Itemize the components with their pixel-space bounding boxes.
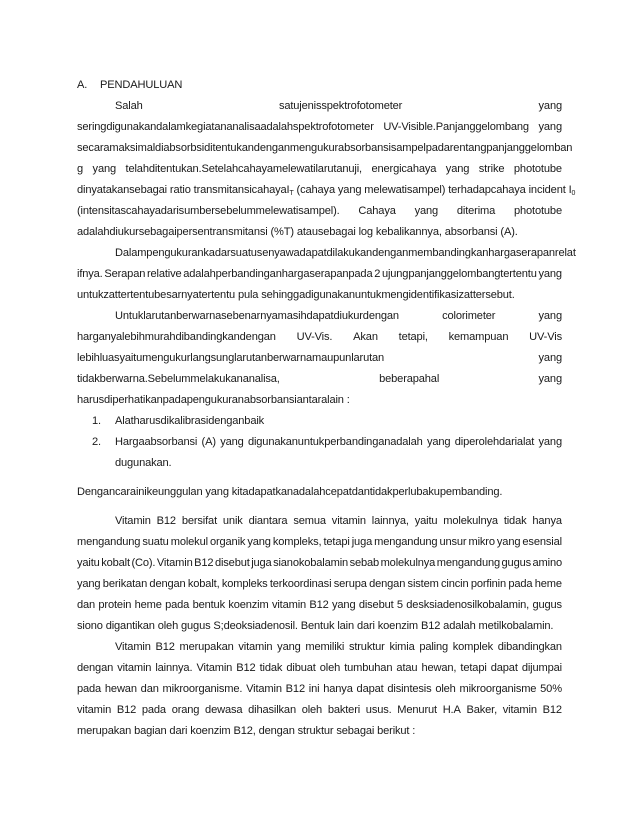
word: yang: [332, 599, 356, 611]
text-line: [77, 596, 562, 615]
word: komplek: [452, 641, 494, 653]
word: semua: [293, 515, 326, 527]
word: mikroorganisme.: [162, 683, 243, 695]
text-line: Dalampengukurankadarsuatusenyawadapatdilakukandenganmembandingkanhargaserapanrelat: [115, 247, 576, 259]
word: oleh: [319, 662, 341, 674]
word: Cahaya: [358, 205, 396, 217]
word: dewasa: [205, 704, 243, 716]
word: usus.: [365, 704, 392, 716]
word: dengan: [149, 578, 186, 590]
word: lainnya,: [371, 515, 409, 527]
word: vitamin: [331, 515, 366, 527]
word: desksiadenosilkobalamin,: [406, 599, 530, 611]
word: heme: [134, 599, 162, 611]
word: dan: [140, 683, 159, 695]
word: dan: [77, 599, 96, 611]
word: juga: [251, 557, 272, 569]
list-item: Alatharusdikalibrasidenganbaik: [115, 415, 265, 427]
word: diantara: [248, 515, 288, 527]
word: dibuat: [286, 662, 316, 674]
word: Vitamin: [246, 683, 282, 695]
word: hanya: [323, 683, 353, 695]
text-line: [115, 97, 562, 116]
text-line: [77, 118, 562, 137]
word: molekulnya: [380, 557, 436, 569]
word: molekulnya: [443, 515, 498, 527]
word: Vitamin: [196, 662, 233, 674]
word: ifnya.: [77, 268, 103, 280]
word: serupa: [333, 578, 367, 590]
word: colorimeter: [442, 310, 496, 322]
word: 2: [374, 268, 381, 280]
word: hewan,: [421, 662, 457, 674]
word: ujungpanjanggelombangtertentu: [381, 268, 537, 280]
word: seringdigunakandalamkegiatananalisaadalahspektrofotometer: [77, 121, 374, 133]
word: hewan: [104, 683, 137, 695]
word: kimia: [389, 641, 415, 653]
word: yang: [538, 310, 562, 322]
word: amino: [532, 557, 562, 569]
text-line: [115, 512, 562, 531]
word: B12: [194, 557, 214, 569]
word: ini: [308, 683, 320, 695]
word: yaitu: [77, 557, 100, 569]
word: sistem: [407, 578, 439, 590]
text-line: [77, 181, 576, 200]
word: B12: [542, 704, 562, 716]
word: paling: [419, 641, 449, 653]
text-line: [77, 680, 562, 699]
word: telahditentukan.Setelahcahayamelewatilarutanuji,: [125, 163, 362, 175]
word: pada: [141, 704, 166, 716]
word: yang: [414, 205, 439, 217]
text-line: adalahdiukursebagaipersentransmitansi (%T) atausebagai log kebalikannya, absorbansi (A).: [77, 226, 518, 238]
word: Akan: [353, 331, 378, 343]
section-heading: [0, 76, 638, 95]
word: dapat: [356, 683, 384, 695]
text-line: secaramaksimaldiabsorbsiditentukandenganmengukurabsorbansisampelpadarentangpanjanggelomban: [77, 142, 573, 154]
word: yang: [247, 536, 271, 548]
word: tetapi: [460, 662, 487, 674]
paragraph-4: Dengancarainikeunggulan yang kitadapatkanadalahcepatdantidakperlubakupembanding.: [77, 486, 503, 498]
word: B12: [116, 704, 137, 716]
word: protein: [98, 599, 132, 611]
word: orang: [171, 704, 200, 716]
word: disintesis: [387, 683, 432, 695]
word: B12: [309, 599, 329, 611]
word: Serapan: [104, 268, 146, 280]
word: mengandung: [374, 536, 438, 548]
word: B12: [155, 641, 175, 653]
word: mikro: [468, 536, 495, 548]
word: (Co).: [131, 557, 156, 569]
word: dapat: [490, 662, 518, 674]
word: B12: [236, 662, 256, 674]
word: gugus: [532, 599, 562, 611]
word: vitamin: [271, 599, 307, 611]
word: kobalt,: [187, 578, 220, 590]
word: UV-Vis: [529, 331, 562, 343]
subscript: T: [289, 190, 294, 197]
word: yang: [538, 121, 562, 133]
word: tidak: [259, 662, 283, 674]
word: Hargaabsorbansi: [115, 436, 198, 448]
word: disebut: [358, 599, 394, 611]
text-line: [77, 659, 562, 678]
word: pada: [165, 599, 190, 611]
word: UV-Visible.Panjanggelombang: [383, 121, 529, 133]
text-line: untukzattertentubesarnyatertentu pula sehinggadigunakanuntukmengidentifikasizattersebut.: [77, 289, 515, 301]
word: tumbuhan: [344, 662, 393, 674]
word: relative: [146, 268, 182, 280]
word: yang: [77, 578, 101, 590]
word: dibandingkan: [497, 641, 562, 653]
word: kobalt: [101, 557, 130, 569]
word: (intensitascahayadarisumbersebelummelewatisampel).: [77, 205, 340, 217]
word: tetapi: [323, 536, 350, 548]
word: adalahperbandinganhargaserapanpada: [183, 268, 373, 280]
text-line: [77, 202, 562, 221]
word: yang: [538, 352, 562, 364]
word: yang: [496, 536, 521, 548]
word: bersifat: [181, 515, 218, 527]
word: diterima: [456, 205, 496, 217]
word: yang: [538, 373, 562, 385]
list-number: 2.: [92, 436, 101, 448]
word: yang: [538, 100, 562, 112]
list-item-continuation: dugunakan.: [115, 457, 172, 469]
word: kompleks: [221, 578, 268, 590]
word: mengandung: [436, 557, 501, 569]
word: disebut: [214, 557, 250, 569]
word: tidakberwarna.Sebelummelakukananalisa,: [77, 373, 280, 385]
word: (A): [201, 436, 216, 448]
word: oleh: [435, 683, 456, 695]
word: satujenisspektrofotometer: [278, 100, 403, 112]
section-marker: A.: [77, 79, 88, 91]
word: Vitamin: [156, 557, 193, 569]
word: terkoordinasi: [269, 578, 332, 590]
list-number: 1.: [92, 415, 101, 427]
list-item: [115, 433, 562, 452]
word: vitamin: [77, 704, 112, 716]
word: dengan: [77, 662, 114, 674]
word: tidak: [503, 515, 527, 527]
text-line: [115, 307, 562, 326]
word: mengandung: [77, 536, 141, 548]
word: digunakanuntukperbandinganadalah: [247, 436, 423, 448]
word: unik: [222, 515, 243, 527]
text-line: [77, 265, 562, 284]
word: suatu: [142, 536, 169, 548]
word: vitamin: [117, 662, 152, 674]
word: dijumpai: [521, 662, 562, 674]
word: Salah: [115, 100, 143, 112]
word: phototube: [513, 163, 562, 175]
word: pada: [508, 578, 533, 590]
word: yang: [92, 163, 117, 175]
word: yang: [277, 641, 301, 653]
word: 50%: [540, 683, 562, 695]
word: yang: [220, 436, 244, 448]
word: esensial: [522, 536, 562, 548]
text-line: [77, 349, 562, 368]
word: B12: [156, 515, 176, 527]
text-fragment: dinyatakansebagai ratio transmitansicahayaI: [77, 184, 290, 196]
word: bakteri: [327, 704, 361, 716]
text-line: [115, 638, 562, 657]
word: diperolehdarialat: [454, 436, 535, 448]
word: harganyalebihmurahdibandingkandengan: [77, 331, 276, 343]
word: pada: [77, 683, 102, 695]
word: lainnya.: [155, 662, 193, 674]
word: oleh: [301, 704, 323, 716]
word: tetapi,: [398, 331, 428, 343]
word: dihasilkan: [248, 704, 296, 716]
text-line: siono digantikan oleh gugus S;deoksiadenosil. Bentuk lain dari koenzim B12 adalah metilkobalamin.: [77, 620, 554, 632]
word: porfinin: [470, 578, 507, 590]
word: vitamin: [238, 641, 273, 653]
word: vitamin: [502, 704, 537, 716]
word: yang: [538, 268, 562, 280]
word: H.A: [442, 704, 461, 716]
word: beberapahal: [379, 373, 440, 385]
word: phototube: [513, 205, 562, 217]
word: cincin: [441, 578, 469, 590]
text-line: [77, 370, 562, 389]
word: yang: [426, 436, 451, 448]
word: strike: [478, 163, 505, 175]
word: bentuk: [192, 599, 225, 611]
text-line: harusdiperhatikanpadapengukuranabsorbansiantaralain :: [77, 394, 350, 406]
word: Vitamin: [115, 515, 151, 527]
word: Vitamin: [115, 641, 151, 653]
word: heme: [534, 578, 562, 590]
word: B12: [285, 683, 305, 695]
word: Menurut: [397, 704, 437, 716]
word: yang: [445, 163, 470, 175]
text-line: [77, 701, 562, 720]
word: struktur: [348, 641, 385, 653]
word: yang: [538, 436, 562, 448]
word: organik: [209, 536, 246, 548]
word: 5: [396, 599, 403, 611]
word: energicahaya: [371, 163, 437, 175]
text-fragment: (cahaya yang melewatisampel) terhadapcahaya incident I: [293, 184, 572, 196]
word: merupakan: [179, 641, 234, 653]
word: Untuklarutanberwarnasebenarnyamasihdapatdiukurdengan: [115, 310, 399, 322]
word: kompleks,: [272, 536, 322, 548]
section-title: PENDAHULUAN: [100, 79, 183, 91]
word: sianokobalamin: [273, 557, 349, 569]
word: kemampuan: [448, 331, 509, 343]
text-line: [77, 160, 562, 179]
word: g: [77, 163, 84, 175]
word: atau: [396, 662, 418, 674]
word: dengan: [369, 578, 406, 590]
word: koenzim: [228, 599, 269, 611]
word: UV-Vis.: [296, 331, 333, 343]
word: yaitu: [414, 515, 438, 527]
word: unsur: [439, 536, 467, 548]
word: sebab: [349, 557, 380, 569]
text-line: [77, 328, 562, 347]
word: hanya: [532, 515, 562, 527]
word: gugus: [501, 557, 532, 569]
word: berikatan: [102, 578, 148, 590]
word: memiliki: [305, 641, 345, 653]
word: mikroorganisme: [459, 683, 537, 695]
text-line: [77, 554, 562, 573]
subscript: 0: [571, 190, 576, 197]
word: juga: [351, 536, 373, 548]
word: Baker,: [466, 704, 498, 716]
text-line: [77, 575, 562, 594]
word: lebihluasyaitumengukurlangsunglarutanberwarnamaupunlarutan: [77, 352, 385, 364]
text-line: [77, 533, 562, 552]
text-line: merupakan bagian dari koenzim B12, dengan struktur sebagai berikut :: [77, 725, 416, 737]
word: molekul: [170, 536, 208, 548]
